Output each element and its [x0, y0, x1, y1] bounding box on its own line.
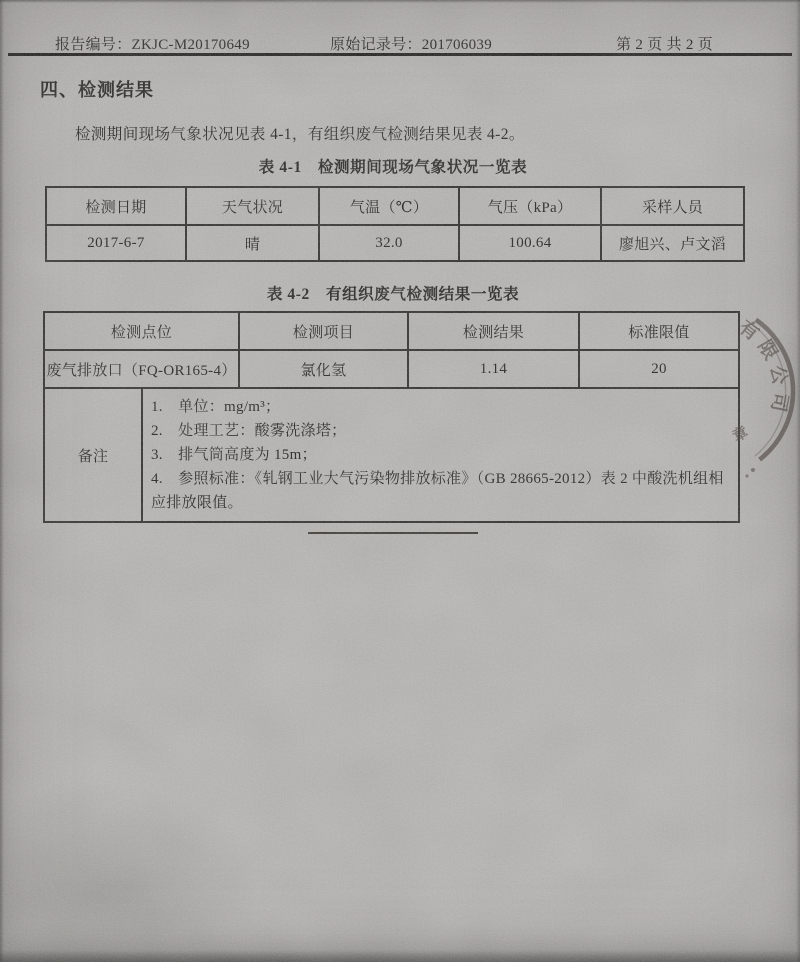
end-divider [308, 532, 478, 534]
col-header-point: 检测点位 [44, 312, 239, 350]
scan-edge-right [796, 0, 800, 962]
seal-char: 章 [730, 424, 752, 446]
cell-weather: 晴 [186, 225, 319, 261]
cell-temperature: 32.0 [319, 225, 459, 261]
record-number: 原始记录号：201706039 [330, 37, 493, 53]
section-title: 四、检测结果 [40, 80, 154, 100]
weather-table [45, 186, 745, 262]
page-header [0, 33, 800, 53]
weather-header-row [46, 187, 744, 225]
col-header-date: 检测日期 [46, 187, 186, 225]
col-header-sampler: 采样人员 [601, 187, 744, 225]
scan-edge-left [0, 0, 4, 962]
remark-item-1: 1. 单位：mg/m³； [151, 399, 281, 415]
cell-point: 废气排放口（FQ-OR165-4） [44, 350, 239, 388]
scan-edge-bottom [0, 950, 800, 962]
cell-limit: 20 [579, 350, 739, 388]
col-header-limit: 标准限值 [579, 312, 739, 350]
intro-paragraph: 检测期间现场气象状况见表 4-1，有组织废气检测结果见表 4-2。 [75, 126, 525, 143]
scan-shading [0, 782, 260, 962]
results-data-row [44, 350, 739, 388]
page-indicator: 第 2 页 共 2 页 [616, 37, 714, 53]
cell-item: 氯化氢 [239, 350, 408, 388]
company-seal-stamp [640, 290, 800, 510]
col-header-temperature: 气温（℃） [319, 187, 459, 225]
col-header-weather: 天气状况 [186, 187, 319, 225]
remarks-label: 备注 [44, 388, 142, 522]
col-header-item: 检测项目 [239, 312, 408, 350]
remark-item-3: 3. 排气筒高度为 15m； [151, 447, 317, 463]
cell-pressure: 100.64 [459, 225, 601, 261]
col-header-pressure: 气压（kPa） [459, 187, 601, 225]
remark-item-2: 2. 处理工艺：酸雾洗涤塔； [151, 423, 347, 439]
cell-sampler: 廖旭兴、卢文滔 [601, 225, 744, 261]
remark-item-4: 4. 参照标准：《轧钢工业大气污染物排放标准》（GB 28665-2012）表 2 中酸洗机组相应排放限值。 [151, 471, 724, 511]
results-header-row [44, 312, 739, 350]
col-header-result: 检测结果 [408, 312, 579, 350]
seal-arc-text: 有限公司 [734, 316, 791, 420]
table1-caption: 表 4-1 检测期间现场气象状况一览表 [258, 159, 528, 176]
report-number: 报告编号：ZKJC-M20170649 [55, 37, 250, 53]
cell-result: 1.14 [408, 350, 579, 388]
remarks-row [44, 388, 739, 522]
cell-date: 2017-6-7 [46, 225, 186, 261]
results-table [43, 311, 740, 523]
scan-edge-top [0, 0, 800, 3]
header-divider [8, 53, 792, 56]
weather-data-row [46, 225, 744, 261]
table2-caption: 表 4-2 有组织废气检测结果一览表 [266, 286, 520, 303]
